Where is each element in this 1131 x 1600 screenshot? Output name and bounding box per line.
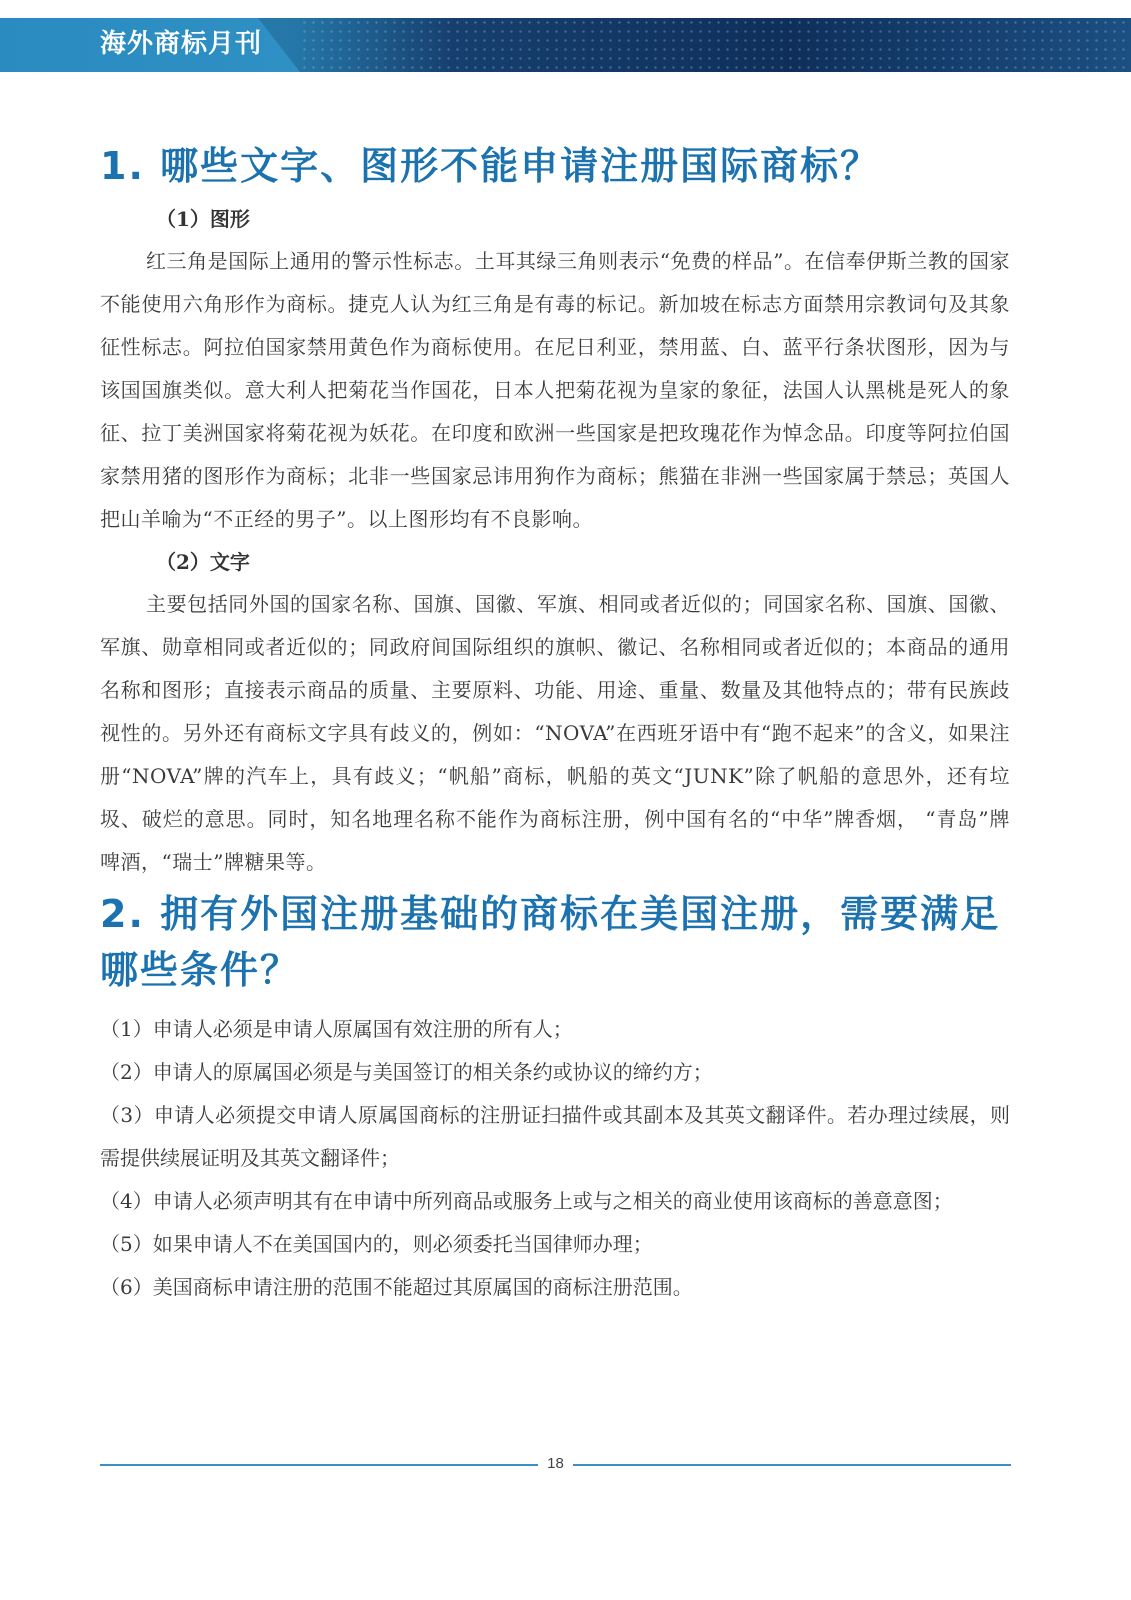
condition-item: （4）申请人必须声明其有在申请中所列商品或服务上或与之相关的商业使用该商标的善意意图；	[100, 1189, 953, 1213]
condition-item: （6）美国商标申请注册的范围不能超过其原属国的商标注册范围。	[100, 1275, 693, 1299]
footer-rule-left	[100, 1464, 538, 1466]
question-1-title: 1. 哪些文字、图形不能申请注册国际商标？	[100, 144, 881, 188]
subheading-text: （2）文字	[156, 550, 250, 574]
question-2-title: 2. 拥有外国注册基础的商标在美国注册，需要满足哪些条件？	[100, 892, 1001, 992]
paragraph-text: 主要包括同外国的国家名称、国旗、国徽、军旗、相同或者近似的；同国家名称、国旗、国徽、军旗、勋章相同或者近似的；同政府间国际组织的旗帜、徽记、名称相同或者近似的；本商品的通用名称和图形；直接表示商品的质量、主要原料、功能、用途、重量、数量及其他特点的；带有民族歧视性的。另外还有商标文字具有歧义的，例如：“NOVA”在西班牙语中有“跑不起来”的含义，如果注册“NOVA”牌的汽车上，具有歧义；“帆船”商标，帆船的英文“JUNK”除了帆船的意思外，还有垃圾、破烂的意思。同时，知名地理名称不能作为商标注册，例中国有名的“中华”牌香烟， “青岛”牌啤酒，“瑞士”牌糖果等。	[100, 592, 1010, 874]
page-number: 18	[547, 1455, 564, 1472]
footer-rule-right	[573, 1464, 1011, 1466]
condition-item: （5）如果申请人不在美国国内的，则必须委托当国律师办理；	[100, 1232, 653, 1256]
condition-item: （3）申请人必须提交申请人原属国商标的注册证扫描件或其副本及其英文翻译件。若办理过续展，则需提供续展证明及其英文翻译件；	[100, 1103, 1010, 1170]
condition-item: （2）申请人的原属国必须是与美国签订的相关条约或协议的缔约方；	[100, 1060, 713, 1084]
subheading-graphics: （1）图形	[156, 207, 250, 231]
header-dot-pattern	[300, 18, 1131, 72]
paragraph-graphics: 红三角是国际上通用的警示性标志。土耳其绿三角则表示“免费的样品”。在信奉伊斯兰教的国家不能使用六角形作为商标。捷克人认为红三角是有毒的标记。新加坡在标志方面禁用宗教词句及其象征性标志。阿拉伯国家禁用黄色作为商标使用。在尼日利亚，禁用蓝、白、蓝平行条状图形，因为与该国国旗类似。意大利人把菊花当作国花，日本人把菊花视为皇家的象征，法国人认黑桃是死人的象征、拉丁美洲国家将菊花视为妖花。在印度和欧洲一些国家是把玫瑰花作为悼念品。印度等阿拉伯国家禁用猪的图形作为商标；北非一些国家忌讳用狗作为商标；熊猫在非洲一些国家属于禁忌；英国人把山羊喻为“不正经的男子”。以上图形均有不良影响。	[100, 249, 1010, 531]
magazine-title: 海外商标月刊	[100, 29, 263, 59]
conditions-list	[100, 1008, 1010, 1309]
article-content	[100, 138, 1010, 1309]
condition-item: （1）申请人必须是申请人原属国有效注册的所有人；	[100, 1017, 573, 1041]
